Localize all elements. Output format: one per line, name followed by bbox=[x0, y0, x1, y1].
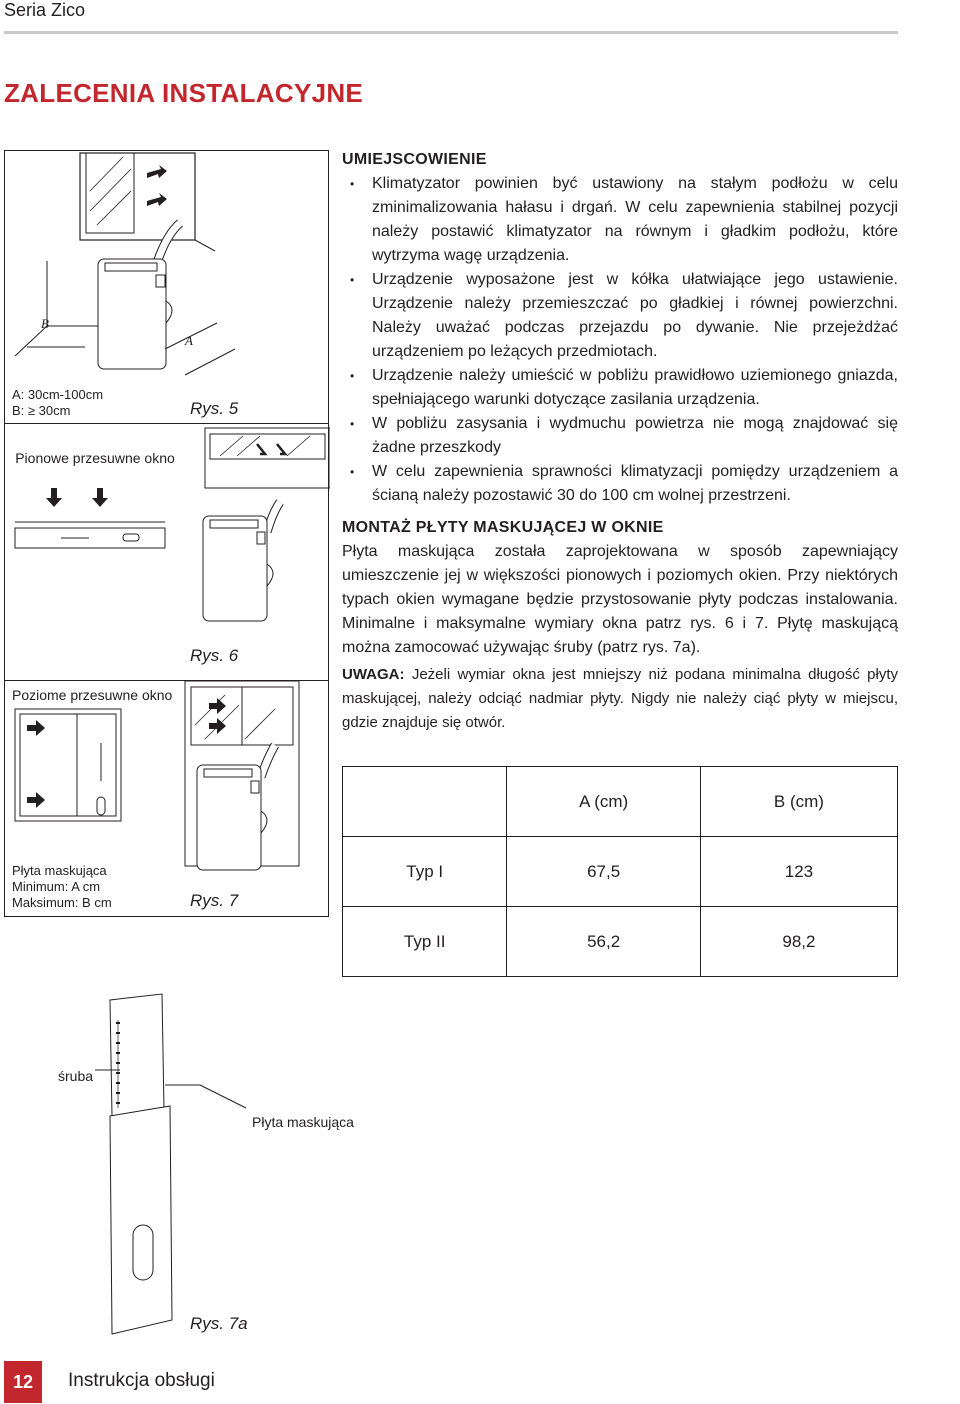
table-row bbox=[343, 837, 898, 907]
header-rule bbox=[4, 31, 898, 34]
placement-heading: UMIEJSCOWIENIE bbox=[342, 151, 487, 168]
mounting-note bbox=[342, 663, 898, 735]
table-cell: 56,2 bbox=[507, 907, 700, 977]
dims-b-text: B: ≥ 30cm bbox=[12, 403, 71, 418]
figure-6-caption: Rys. 6 bbox=[190, 646, 239, 665]
mounting-body: Płyta maskująca została zaprojektowana w sposób zapewniający umieszczenie jej w większości pionowych i poziomych okien. Przy niektórych typach okien wymagane będzie przystosowanie płyty podczas instalowania. Minimalne i maksymalne wymiary okna patrz rys. 6 i 7. Płytę maskującą można zamocować używając śruby (patrz rys. 7a). bbox=[342, 543, 898, 656]
table-header-cell: B (cm) bbox=[700, 767, 897, 837]
page-number: 12 bbox=[4, 1361, 42, 1403]
note-text: Jeżeli wymiar okna jest mniejszy niż podana minimalna długość płyty maskującej, należy odciąć nadmiar płyty. Nigdy nie należy ciąć płyty w miejscu, gdzie znajduje się otwór. bbox=[342, 666, 898, 731]
table-cell: 67,5 bbox=[507, 837, 700, 907]
figure-6-drawing bbox=[5, 424, 330, 682]
footer-doc-title: Instrukcja obsługi bbox=[68, 1370, 215, 1391]
placement-list bbox=[342, 172, 898, 508]
list-item: • W celu zapewnienia sprawności klimatyzacji pomiędzy urządzeniem a ścianą należy pozostawić 30 do 100 cm wolnej przestrzeni. bbox=[342, 460, 898, 508]
list-item: • Klimatyzator powinien być ustawiony na stałym podłożu w celu zminimalizowania hałasu i drgań. W celu zapewnienia stabilnej pozycji należy postawić klimatyzator na równym i gładkim podłożu, które wytrzyma wagę urządzenia. bbox=[342, 172, 898, 268]
plate-label: Płyta maskująca bbox=[252, 1114, 354, 1130]
figure-7a-caption: Rys. 7a bbox=[190, 1314, 248, 1333]
figure-7-panel bbox=[4, 680, 329, 917]
figure-5-panel bbox=[4, 150, 329, 424]
table-cell: Typ II bbox=[343, 907, 507, 977]
dim-label-b: B bbox=[41, 316, 49, 331]
table-header-cell: A (cm) bbox=[507, 767, 700, 837]
figure-7-caption: Rys. 7 bbox=[190, 891, 239, 910]
table-header-row bbox=[343, 767, 898, 837]
figure-6-side-label: Pionowe przesuwne okno bbox=[15, 450, 175, 466]
figure-7a-drawing bbox=[0, 990, 340, 1340]
table-header-cell bbox=[343, 767, 507, 837]
note-label: UWAGA: bbox=[342, 666, 405, 683]
plate-label-line3: Maksimum: B cm bbox=[12, 895, 112, 910]
list-item: • W pobliżu zasysania i wydmuchu powietrza nie mogą znajdować się żadne przeszkody bbox=[342, 412, 898, 460]
series-name: Seria Zico bbox=[4, 0, 86, 20]
plate-label-line1: Płyta maskująca bbox=[12, 863, 107, 878]
list-item: • Urządzenie należy umieścić w pobliżu prawidłowo uziemionego gniazda, spełniającego warunki dotyczące zasilania urządzenia. bbox=[342, 364, 898, 412]
placement-section bbox=[342, 148, 898, 508]
figure-5-drawing bbox=[5, 151, 330, 425]
dimensions-table bbox=[342, 766, 898, 977]
figure-5-caption: Rys. 5 bbox=[190, 399, 239, 418]
table-cell: Typ I bbox=[343, 837, 507, 907]
table-row bbox=[343, 907, 898, 977]
figure-7-side-label: Poziome przesuwne okno bbox=[12, 687, 173, 703]
list-item: • Urządzenie wyposażone jest w kółka ułatwiające jego ustawienie. Urządzenie należy przemieszczać po gładkiej i równej powierzchni. Należy uważać podczas przejazdu po dywanie. Nie przejeżdżać urządzeniem po leżących przedmiotach. bbox=[342, 268, 898, 364]
figure-6-panel bbox=[4, 423, 329, 681]
table-cell: 98,2 bbox=[700, 907, 897, 977]
mounting-section bbox=[342, 516, 898, 735]
page-title: ZALECENIA INSTALACYJNE bbox=[4, 78, 364, 108]
screw-label: śruba bbox=[58, 1068, 94, 1084]
plate-label-line2: Minimum: A cm bbox=[12, 879, 101, 894]
dims-a-text: A: 30cm-100cm bbox=[12, 387, 104, 402]
mounting-heading: MONTAŻ PŁYTY MASKUJĄCEJ W OKNIE bbox=[342, 519, 664, 536]
table-cell: 123 bbox=[700, 837, 897, 907]
dim-label-a: A bbox=[185, 333, 193, 348]
